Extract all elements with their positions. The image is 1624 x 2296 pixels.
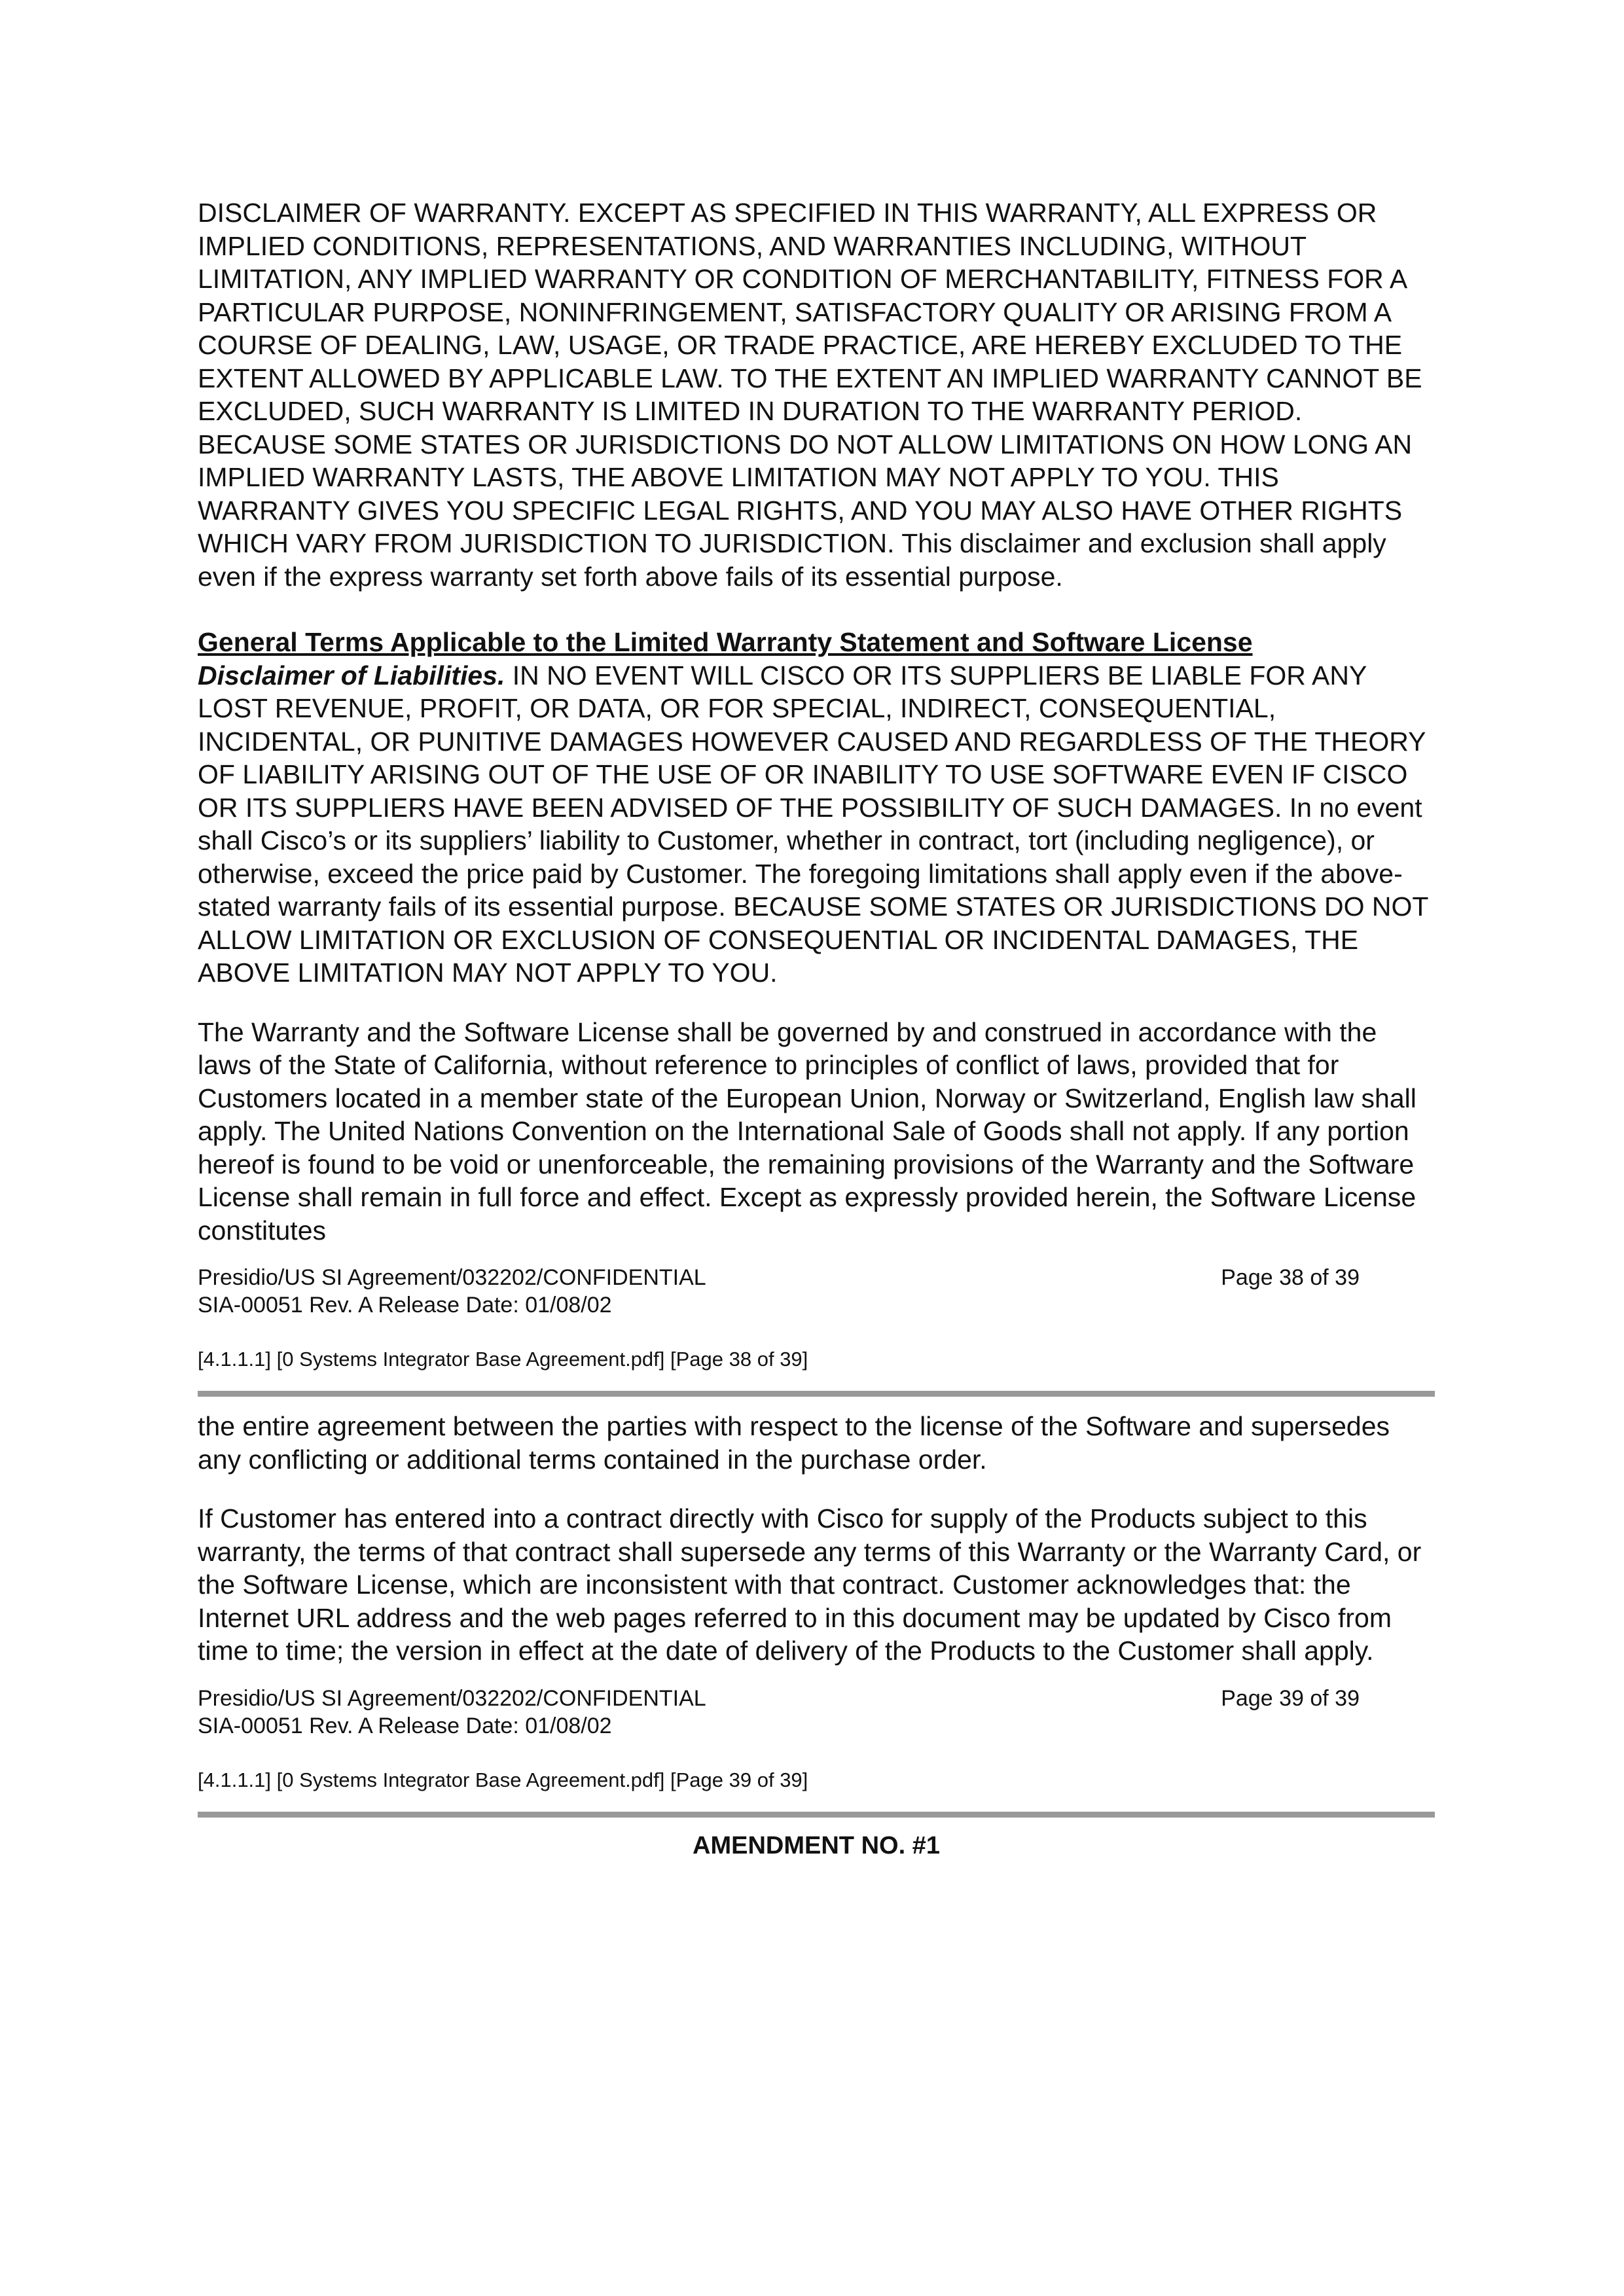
disclaimer-of-warranty-paragraph: DISCLAIMER OF WARRANTY. EXCEPT AS SPECIFIED IN THIS WARRANTY, ALL EXPRESS OR IMPLIED CONDITIONS, REPRESENTATIONS, AND WARRANTIES INCLUDING, WITHOUT LIMITATION, ANY IMPLIED WARRANTY OR CONDITION OF MERCHANTABILITY, FITNESS FOR A PARTICULAR PURPOSE, NONINFRINGEMENT, SATISFACTORY QUALITY OR ARISING FROM A COURSE OF DEALING, LAW, USAGE, OR TRADE PRACTICE, ARE HEREBY EXCLUDED TO THE EXTENT ALLOWED BY APPLICABLE LAW. TO THE EXTENT AN IMPLIED WARRANTY CANNOT BE EXCLUDED, SUCH WARRANTY IS LIMITED IN DURATION TO THE WARRANTY PERIOD. BECAUSE SOME STATES OR JURISDICTIONS DO NOT ALLOW LIMITATIONS ON HOW LONG AN IMPLIED WARRANTY LASTS, THE ABOVE LIMITATION MAY NOT APPLY TO YOU. THIS WARRANTY GIVES YOU SPECIFIC LEGAL RIGHTS, AND YOU MAY ALSO HAVE OTHER RIGHTS WHICH VARY FROM JURISDICTION TO JURISDICTION. This disclaimer and exclusion shall apply even if the express warranty set forth above fails of its essential purpose.	[198, 198, 1422, 592]
page-separator	[198, 1812, 1435, 1818]
disclaimer-of-liabilities-body: IN NO EVENT WILL CISCO OR ITS SUPPLIERS BE LIABLE FOR ANY LOST REVENUE, PROFIT, OR DATA, OR FOR SPECIAL, INDIRECT, CONSEQUENTIAL, INCIDENTAL, OR PUNITIVE DAMAGES HOWEVER CAUSED AND REGARDLESS OF THE THEORY OF LIABILITY ARISING OUT OF THE USE OF OR INABILITY TO USE SOFTWARE EVEN IF CISCO OR ITS SUPPLIERS HAVE BEEN ADVISED OF THE POSSIBILITY OF SUCH DAMAGES. In no event shall Cisco’s or its suppliers’ liability to Customer, whether in contract, tort (including negligence), or otherwise, exceed the price paid by Customer. The foregoing limitations shall apply even if the above-stated warranty fails of its essential purpose. BECAUSE SOME STATES OR JURISDICTIONS DO NOT ALLOW LIMITATION OR EXCLUSION OF CONSEQUENTIAL OR INCIDENTAL DAMAGES, THE ABOVE LIMITATION MAY NOT APPLY TO YOU.	[198, 660, 1428, 988]
footer-agreement-id: Presidio/US SI Agreement/032202/CONFIDENTIAL	[198, 1685, 706, 1711]
page-39-source-reference: [4.1.1.1] [0 Systems Integrator Base Agreement.pdf] [Page 39 of 39]	[198, 1768, 808, 1791]
direct-contract-paragraph: If Customer has entered into a contract directly with Cisco for supply of the Products subject to this warranty, the terms of that contract shall supersede any terms of this Warranty or the Warranty Card, or the Software License, which are inconsistent with that contract. Customer acknowledges that: the Internet URL address and the web pages referred to in this document may be updated by Cisco from time to time; the version in effect at the date of delivery of the Products to the Customer shall apply.	[198, 1503, 1422, 1666]
amendment-title: AMENDMENT NO. #1	[693, 1831, 940, 1859]
general-terms-paragraph	[198, 626, 1435, 990]
governing-law-paragraph: The Warranty and the Software License shall be governed by and construed in accordance with the laws of the State of California, without reference to principles of conflict of laws, provided that for Customers located in a member state of the European Union, Norway or Switzerland, English law shall apply. The United Nations Convention on the International Sale of Goods shall not apply. If any portion hereof is found to be void or unenforceable, the remaining provisions of the Warranty and the Software License shall remain in full force and effect. Except as expressly provided herein, the Software License constitutes	[198, 1016, 1416, 1246]
general-terms-heading: General Terms Applicable to the Limited Warranty Statement and Software License	[198, 627, 1253, 657]
footer-page-number: Page 39 of 39	[1221, 1685, 1360, 1711]
page-39-footer	[198, 1685, 1435, 1740]
page-38-source-reference: [4.1.1.1] [0 Systems Integrator Base Agreement.pdf] [Page 38 of 39]	[198, 1348, 808, 1371]
footer-revision: SIA-00051 Rev. A Release Date: 01/08/02	[198, 1293, 612, 1318]
page-separator	[198, 1391, 1435, 1397]
page-38-footer	[198, 1264, 1435, 1319]
footer-page-number: Page 38 of 39	[1221, 1265, 1360, 1290]
footer-revision: SIA-00051 Rev. A Release Date: 01/08/02	[198, 1713, 612, 1738]
disclaimer-of-liabilities-lead: Disclaimer of Liabilities.	[198, 660, 505, 691]
document-page	[198, 196, 1435, 1861]
entire-agreement-paragraph: the entire agreement between the parties with respect to the license of the Software and supersedes any conflicting or additional terms contained in the purchase order.	[198, 1411, 1390, 1475]
footer-agreement-id: Presidio/US SI Agreement/032202/CONFIDENTIAL	[198, 1265, 706, 1290]
